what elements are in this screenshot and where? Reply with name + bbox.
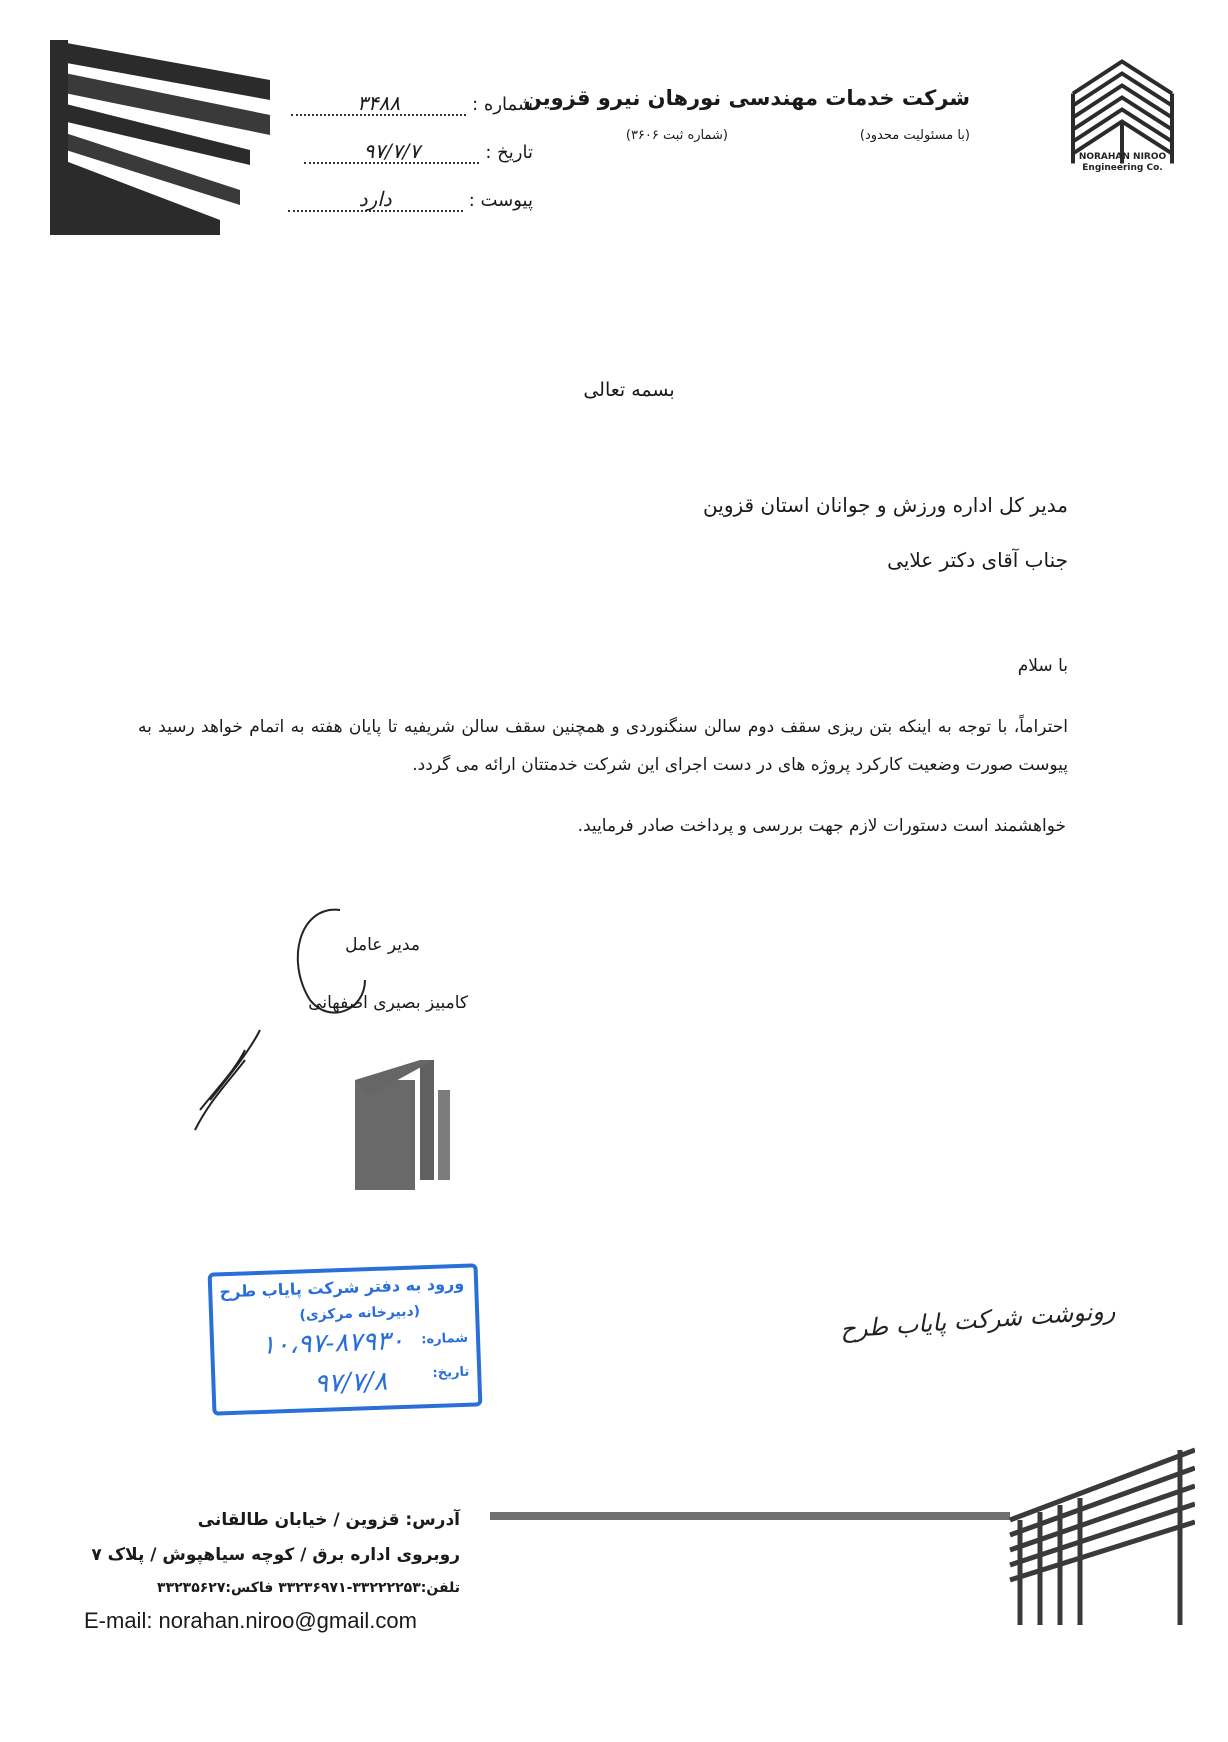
company-type: (با مسئولیت محدود)	[859, 128, 970, 143]
footer-divider	[490, 1512, 1010, 1520]
email-address: E-mail: norahan.niroo@gmail.com	[84, 1608, 417, 1633]
stamp-date-value: ۹۷/۷/۸	[313, 1366, 389, 1400]
number-value: ۳۴۸۸	[291, 92, 466, 116]
company-name: شرکت خدمات مهندسی نورهان نیرو قزوین	[523, 86, 970, 110]
body-paragraph-1: احتراماً، با توجه به اینکه بتن ریزی سقف دوم سالن سنگنوردی و همچنین سقف سالن شریفیه تا پایان هفته به اتمام خواهد رسید به پیوست صورت وضعیت کارکرد پروژه های در دست اجرای این شرکت خدمتتان ارائه می گردد.	[138, 717, 1068, 775]
stamp-subtitle: (دبیرخانه مرکزی)	[299, 1303, 421, 1324]
signer-title: مدیر عامل	[345, 935, 420, 955]
logo-text-line2: Engineering Co.	[1082, 163, 1163, 173]
address-line-1: آدرس: قزوین / خیابان طالقانی	[197, 1510, 460, 1530]
letter-date-row	[304, 140, 533, 164]
recipient-title: مدیر کل اداره ورزش و جوانان استان قزوین	[703, 493, 1068, 517]
corner-decoration-icon	[50, 40, 270, 235]
number-label: شماره :	[472, 94, 533, 115]
phone-fax: تلفن:۳۳۲۲۲۲۵۳-۳۳۲۳۶۹۷۱ فاکس:۳۳۲۳۵۶۲۷	[157, 1580, 460, 1596]
attachment-label: پیوست :	[468, 190, 533, 211]
greeting: با سلام	[1017, 656, 1068, 676]
company-registration: (شماره ثبت ۳۶۰۶)	[625, 128, 728, 143]
address-line-2: روبروی اداره برق / کوچه سیاهپوش / پلاک ۷	[91, 1545, 460, 1565]
date-label: تاریخ :	[485, 142, 533, 163]
stamp-number-value: ۱۰،۹۷-۸۷۹۳۰	[260, 1325, 405, 1361]
body-paragraph-2: خواهشمند است دستورات لازم جهت بررسی و پرداخت صادر فرمایید.	[577, 816, 1066, 836]
stamp-date-label: تاریخ:	[432, 1364, 470, 1381]
logo-caption	[1065, 152, 1180, 174]
signer-name: کامبیز بصیری اصفهانی	[308, 993, 468, 1013]
date-value: ۹۷/۷/۷	[304, 140, 479, 164]
logo-text-line1: NORAHAN NIROO	[1078, 152, 1167, 162]
stamp-number-label: شماره:	[421, 1330, 469, 1348]
bismillah-heading: بسمه تعالی	[583, 379, 675, 401]
stamp-title: ورود به دفتر شرکت پایاب طرح	[219, 1273, 465, 1302]
footer-corner-decoration-icon	[1000, 1420, 1195, 1630]
handwritten-note: رونوشت شرکت پایاب طرح	[839, 1296, 1117, 1344]
recipient-name: جناب آقای دکتر علایی	[887, 548, 1068, 572]
letter-number-row	[291, 92, 533, 116]
reception-stamp	[208, 1263, 483, 1415]
letter-attachment-row	[288, 188, 533, 212]
attachment-value: دارد	[288, 188, 463, 212]
